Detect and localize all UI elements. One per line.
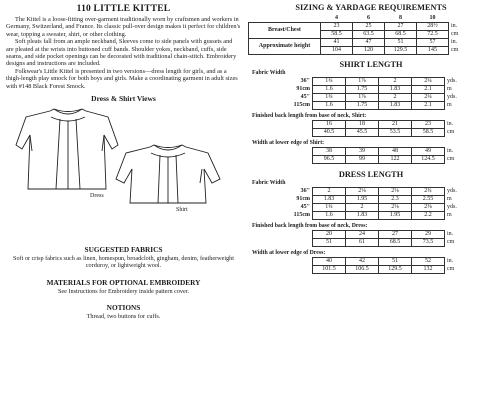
table-cell: 16 [313,121,346,129]
unit-label: yds. [447,94,457,100]
sizing-table [248,15,461,55]
fabric-width-115cm: 115cm [293,102,310,108]
unit-label: m [447,102,452,108]
table-cell: 1¾ [313,204,346,212]
table-cell: 27 [379,231,412,239]
size-header: 4 [335,15,338,21]
unit-label: in. [447,258,454,264]
table-cell: 101.5 [313,266,346,274]
table-cell: 18 [346,121,379,129]
table-cell: 120 [353,47,385,55]
fabric-width-91cm: 91cm [296,196,310,202]
dress-width-label: Width at lower edge of Dress: [252,250,326,256]
fabrics-text: Soft or crisp fabrics such as linen, homespun, broadcloth, gingham, denim, featherweight corduroy, or lightweight wool. [13,255,234,270]
table-cell: 2 [346,204,379,212]
table-cell: 58.5 [321,31,353,39]
table-cell: 40.5 [313,129,346,137]
shirt-label: Shirt [176,207,188,214]
dress-label: Dress [90,193,104,200]
table-cell: 23 [321,23,353,31]
table-cell: 1⅞ [346,94,379,102]
table-cell: 1.75 [346,86,379,94]
unit-label: yds. [447,78,457,84]
table-cell: 129.5 [379,266,412,274]
table-cell: 1¾ [313,94,346,102]
table-cell: 2.55 [412,196,445,204]
notions-title: NOTIONS [106,302,141,312]
table-cell: 145 [417,47,449,55]
table-cell: 1.83 [379,102,412,110]
table-cell: 99 [346,156,379,164]
table-cell: 2 [379,78,412,86]
materials-text: See Instructions for Embroidery inside pattern cover. [57,287,190,295]
unit-label: m [447,196,452,202]
table-cell: 2.2 [412,212,445,220]
unit-label: in. [451,39,458,45]
table-cell: 132 [412,266,445,274]
table-cell: 51 [385,39,417,47]
materials-title: MATERIALS FOR OPTIONAL EMBROIDERY [46,277,201,287]
table-cell: 39 [346,148,379,156]
unit-label: cm [447,266,455,272]
table-cell: 2¾ [412,188,445,196]
table-cell: 42 [346,258,379,266]
unit-label: cm [447,156,455,162]
table-cell: 41 [321,39,353,47]
table-cell: 122 [379,156,412,164]
table-cell: 129.5 [385,47,417,55]
dress-yardage-table [248,187,459,220]
table-cell: 51 [313,239,346,247]
table-cell: 96.5 [313,156,346,164]
table-cell: 24 [346,231,379,239]
fabric-width-91cm: 91cm [296,86,310,92]
dress-length-title: DRESS LENGTH [338,170,404,179]
table-cell: 124.5 [412,156,445,164]
description-paragraph-2: Soft pleats fall from an ample neckband, Sleeves come to side panels with gussets and are pleated at the wrists into buttoned cuff bands. Shoulder yokes, neckband, cuffs, side seams, and side pocket openings can be decorated with traditional chain-stitch. Embroidery designs and instructions are included. [6,38,237,68]
table-cell: 1.95 [379,212,412,220]
table-cell: 63.5 [353,31,385,39]
table-cell: 27 [385,23,417,31]
unit-label: cm [451,31,459,37]
description-column [6,0,241,320]
table-cell: 72.5 [417,31,449,39]
description-paragraph-1: The Kittel is a loose-fitting over-garment traditionally worn by craftsmen and workers in Germany, Switzerland, and France. Its classic pull-over design makes it perfect for children's wear, topping a sweater, shirt, or other clothing. [6,16,241,38]
table-cell: 1.6 [313,212,346,220]
table-cell: 51 [379,258,412,266]
table-cell: 53.5 [379,129,412,137]
table-cell: 20 [313,231,346,239]
table-cell: 40 [313,258,346,266]
fabric-width-115cm: 115cm [293,212,310,218]
table-cell: 1.83 [346,212,379,220]
shirt-width-label: Width at lower edge of Shirt: [252,140,325,146]
table-cell: 2⅛ [379,188,412,196]
dress-width-table [312,257,457,274]
unit-label: yds. [447,204,457,210]
unit-label: in. [447,231,454,237]
table-cell: 2⅜ [412,204,445,212]
unit-label: cm [447,239,455,245]
table-cell: 2 [313,188,346,196]
table-cell: 2⅛ [379,204,412,212]
table-cell: 23 [412,121,445,129]
table-cell: 1.83 [313,196,346,204]
fabrics-title: SUGGESTED FABRICS [84,245,163,255]
table-cell: 68.5 [385,31,417,39]
table-cell: 45.5 [346,129,379,137]
unit-label: in. [447,148,454,154]
shirt-back-length-table [312,120,457,137]
table-cell: 47 [353,39,385,47]
fabric-width-label: Fabric Width [252,180,286,186]
table-cell: 1¾ [313,78,346,86]
table-cell: 48 [379,148,412,156]
unit-label: cm [447,129,455,135]
table-cell: 2.3 [379,196,412,204]
description-paragraph-3: Folkwear's Little Kittel is presented in two versions—dress length for girls, and as a thigh-length play smock for both boys and girls. Make a coordinating garment in adult sizes with #148 Black Forest Smock. [6,67,238,90]
table-cell: 1⅞ [346,78,379,86]
table-cell: 21 [379,121,412,129]
breast-label: Breast/Chest [249,23,321,39]
size-header: 10 [429,15,436,21]
table-cell: 28½ [417,23,449,31]
size-header: 8 [399,15,402,21]
table-cell: 2.1 [412,102,445,110]
fabric-width-36: 36" [300,78,310,84]
notions-text: Thread, two buttons for cuffs. [86,312,161,320]
table-cell: 1.95 [346,196,379,204]
unit-label: cm [451,47,459,53]
table-cell: 68.5 [379,239,412,247]
height-label: Approximate height [249,39,321,55]
dress-back-length-label: Finished back length from base of neck, Dress: [252,223,368,229]
table-cell: 2⅛ [346,188,379,196]
table-cell: 2 [379,94,412,102]
table-cell: 1.83 [379,86,412,94]
unit-label: m [447,86,452,92]
dress-back-length-table [312,230,457,247]
table-cell: 2.1 [412,86,445,94]
table-cell: 73.5 [412,239,445,247]
table-cell: 1.75 [346,102,379,110]
table-cell: 49 [412,148,445,156]
table-cell: 52 [412,258,445,266]
garment-drawing [6,105,241,245]
sizing-column [246,0,496,274]
unit-label: yds. [447,188,457,194]
shirt-yardage-table [248,77,459,110]
table-cell: 104 [321,47,353,55]
garment-illustrations [6,105,241,245]
unit-label: in. [447,121,454,127]
table-cell: 1.6 [313,86,346,94]
table-cell: 2¼ [412,94,445,102]
unit-label: m [447,212,452,218]
fabric-width-45: 45" [300,204,310,210]
table-cell: 38 [313,148,346,156]
table-cell: 1.6 [313,102,346,110]
views-title: Dress & Shirt Views [91,94,156,104]
table-cell: 25 [353,23,385,31]
shirt-back-length-label: Finished back length from base of neck, Shirt: [252,113,367,119]
sizing-title: SIZING & YARDAGE REQUIREMENTS [295,3,447,12]
shirt-length-title: SHIRT LENGTH [339,60,403,69]
size-header: 6 [367,15,370,21]
table-cell: 2¼ [412,78,445,86]
table-cell: 57 [417,39,449,47]
table-cell: 29 [412,231,445,239]
fabric-width-36: 36" [300,188,310,194]
table-cell: 61 [346,239,379,247]
table-cell: 106.5 [346,266,379,274]
table-cell: 58.5 [412,129,445,137]
unit-label: in. [451,23,458,29]
fabric-width-45: 45" [300,94,310,100]
shirt-width-table [312,147,457,164]
pattern-title: 110 LITTLE KITTEL [76,4,171,14]
fabric-width-label: Fabric Width [252,70,286,76]
